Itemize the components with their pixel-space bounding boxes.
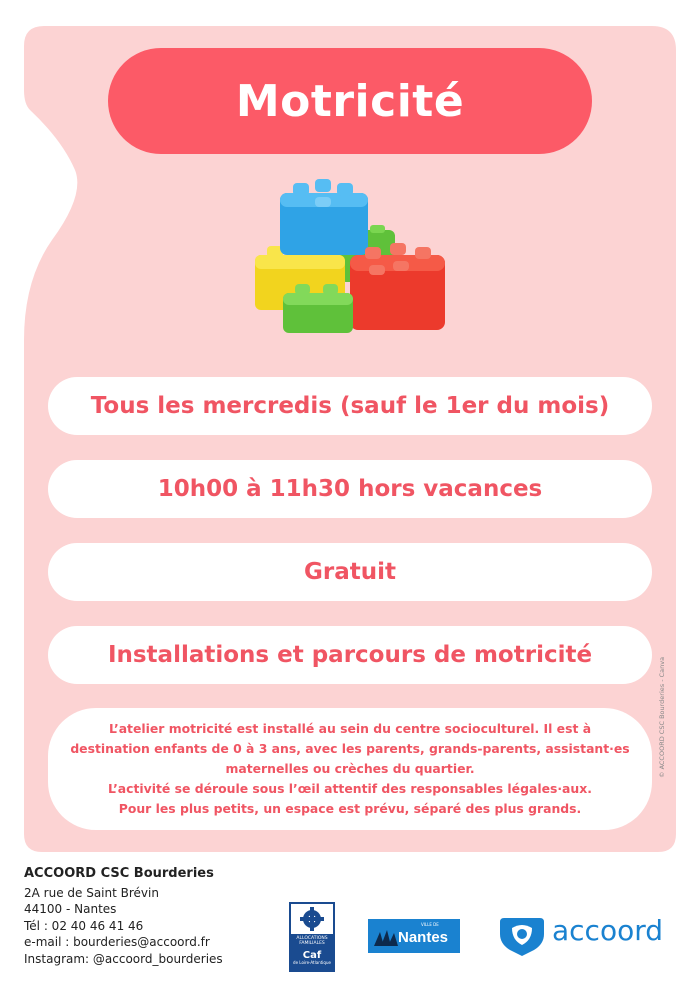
- city-line: 44100 - Nantes: [24, 902, 117, 916]
- description-line: L’atelier motricité est installé au sein du centre socioculturel. Il est à: [108, 721, 592, 736]
- organization-name: ACCOORD CSC Bourderies: [24, 866, 214, 881]
- toy-bricks-illustration: [245, 175, 455, 335]
- activity-pill: Installations et parcours de motricité: [48, 626, 652, 684]
- price-pill: Gratuit: [48, 543, 652, 601]
- accoord-mark-icon: [498, 912, 546, 958]
- schedule-days-pill: Tous les mercredis (sauf le 1er du mois): [48, 377, 652, 435]
- instagram-line: Instagram: @accoord_bourderies: [24, 951, 223, 966]
- email-line: e-mail : bourderies@accoord.fr: [24, 935, 210, 949]
- schedule-hours-pill: 10h00 à 11h30 hors vacances: [48, 460, 652, 518]
- description-line: destination enfants de 0 à 3 ans, avec les parents, grands-parents, assistant·es: [70, 741, 630, 756]
- nantes-logo: [368, 919, 460, 953]
- description-line: maternelles ou crèches du quartier.: [225, 761, 475, 776]
- description-box: [48, 708, 652, 830]
- caf-emblem-icon: [289, 902, 335, 936]
- address-line: 2A rue de Saint Brévin: [24, 885, 159, 900]
- nantes-small-label: VILLE DE: [421, 922, 439, 927]
- caf-name: Caf: [302, 950, 322, 961]
- nantes-mark-icon: [374, 928, 398, 946]
- page-title: Motricité: [108, 48, 592, 154]
- contact-block: [24, 866, 223, 967]
- accoord-name: accoord: [552, 914, 664, 947]
- description-line: L’activité se déroule sous l’œil attentif des responsables légales·aux.: [108, 781, 592, 796]
- image-credit: © ACCOORD CSC Bourderies - Canva: [658, 656, 666, 778]
- caf-region: de Loire-Atlantique: [293, 960, 331, 965]
- caf-subtitle: ALLOCATIONS FAMILIALES: [296, 936, 328, 946]
- caf-logo: [289, 902, 335, 972]
- phone-line: Tél : 02 40 46 41 46: [24, 918, 144, 933]
- nantes-name: Nantes: [398, 929, 449, 946]
- description-line: Pour les plus petits, un espace est prévu, séparé des plus grands.: [118, 801, 582, 816]
- accoord-logo: [498, 912, 673, 958]
